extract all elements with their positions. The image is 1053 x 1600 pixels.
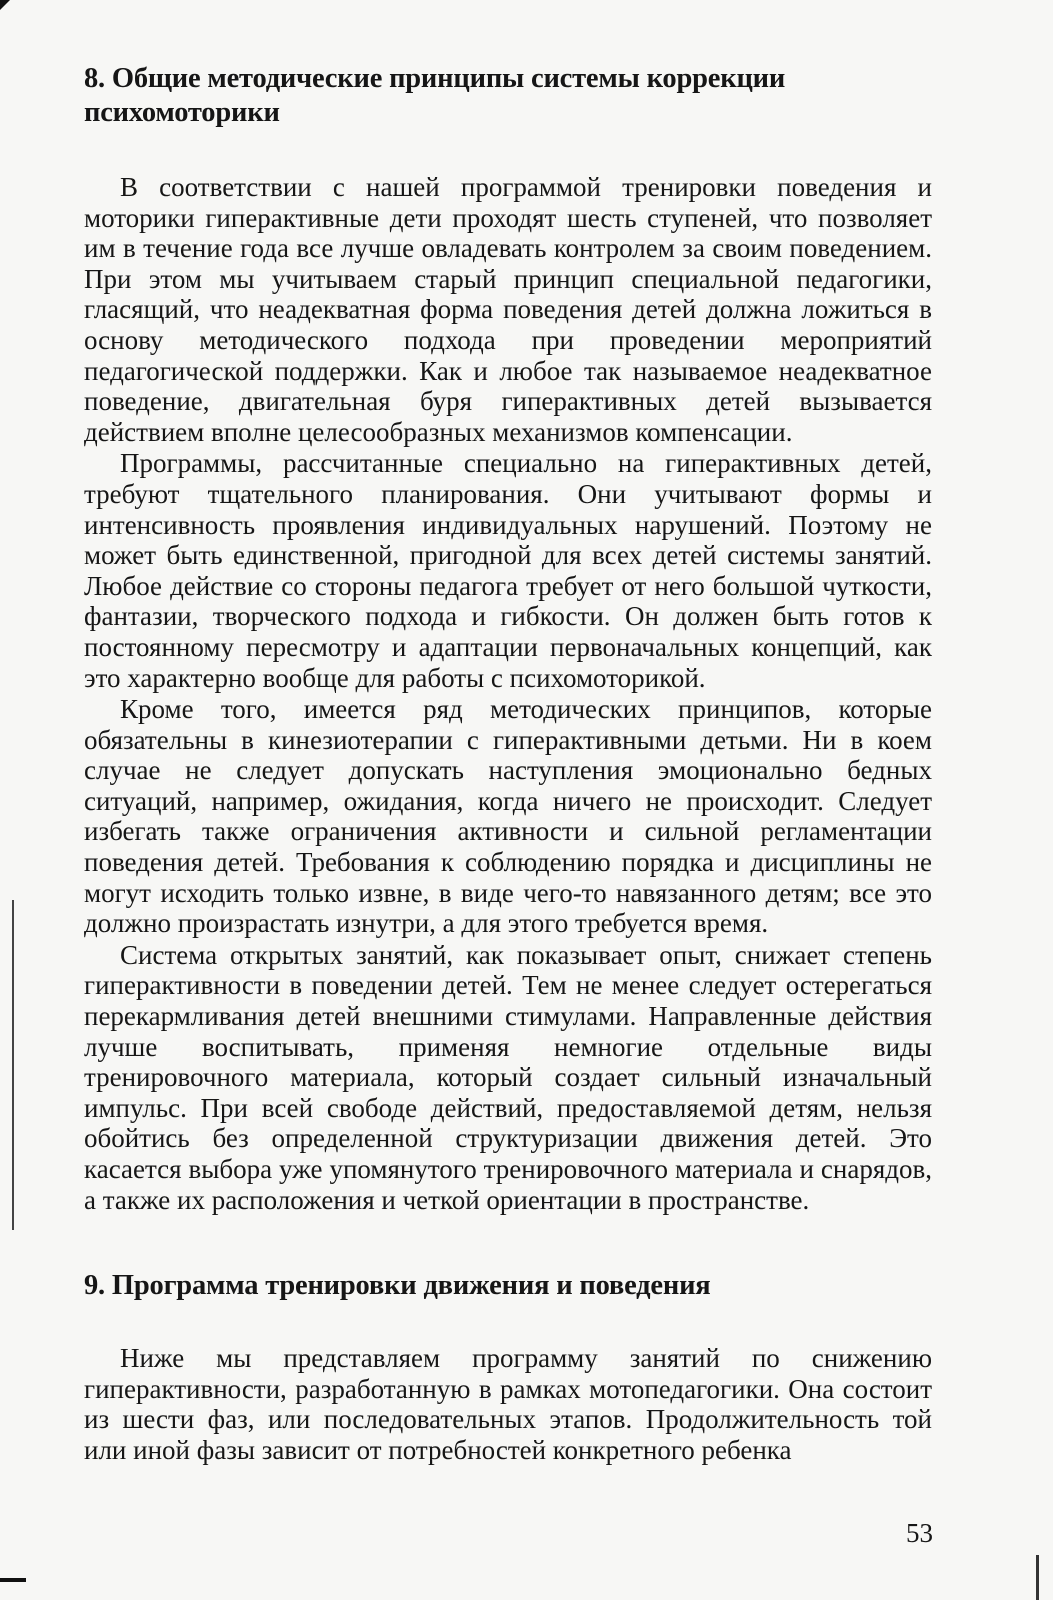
paragraph: Программы, рассчитанные специально на гиперактивных детей, требуют тщательного планирования. Они учитывают формы и интенсивность проявления индивидуальных нарушений. Поэтому не может быть единственной, пригодной для всех детей системы занятий. Любое действие со стороны педагога требует от него большой чуткости, фантазии, творческого подхода и гибкости. Он должен быть готов к постоянному пересмотру и адаптации первоначальных концепций, как это характерно вообще для работы с психомоторикой. <box>84 448 932 693</box>
section-9-title: 9. Программа тренировки движения и поведения <box>84 1270 711 1302</box>
paragraph: Система открытых занятий, как показывает опыт, снижает степень гиперактивности в поведении детей. Тем не менее следует остерегаться перекармливания детей внешними стимулами. Направленные действия лучше воспитывать, применяя немногие отдельные виды тренировочного материала, который создает сильный изначальный импульс. При всей свободе действий, предоставляемой детям, нельзя обойтись без определенной структуризации движения детей. Это касается выбора уже упомянутого тренировочного материала и снарядов, а также их расположения и четкой ориентации в пространстве. <box>84 939 932 1215</box>
page-number: 53 <box>906 1518 933 1548</box>
book-page <box>84 62 932 1467</box>
scan-margin-line <box>12 900 14 1230</box>
paragraph: Кроме того, имеется ряд методических принципов, которые обязательны в кинезиотерапии с гиперактивными детьми. Ни в коем случае не следует допускать наступления эмоционально бедных ситуаций, например, ожидания, когда ничего не происходит. Следует избегать также ограничения активности и сильной регламентации поведения детей. Требования к соблюдению порядка и дисциплины не могут исходить только извне, в виде чего-то навязанного детям; все это должно произрастать изнутри, а для этого требуется время. <box>84 694 932 939</box>
section-8-body <box>84 172 932 1215</box>
section-9-body <box>84 1343 932 1465</box>
corner-scan-mark <box>0 0 10 10</box>
edge-scan-mark <box>1036 1555 1039 1600</box>
paragraph: Ниже мы представляем программу занятий по снижению гиперактивности, разработанную в рамках мотопедагогики. Она состоит из шести фаз, или последовательных этапов. Продолжительность той или иной фазы зависит от потребностей конкретного ребенка <box>84 1343 932 1465</box>
paragraph: В соответствии с нашей программой тренировки поведения и моторики гиперактивные дети проходят шесть ступеней, что позволяет им в течение года все лучше овладевать контролем за своим поведением. При этом мы учитываем старый принцип специальной педагогики, гласящий, что неадекватная форма поведения детей должна ложиться в основу методического подхода при проведении мероприятий педагогической поддержки. Как и любое так называемое неадекватное поведение, двигательная буря гиперактивных детей вызывается действием вполне целесообразных механизмов компенсации. <box>84 172 932 447</box>
corner-scan-mark <box>0 1578 26 1582</box>
section-8-title: 8. Общие методические принципы системы коррекции психомоторики <box>84 63 786 128</box>
